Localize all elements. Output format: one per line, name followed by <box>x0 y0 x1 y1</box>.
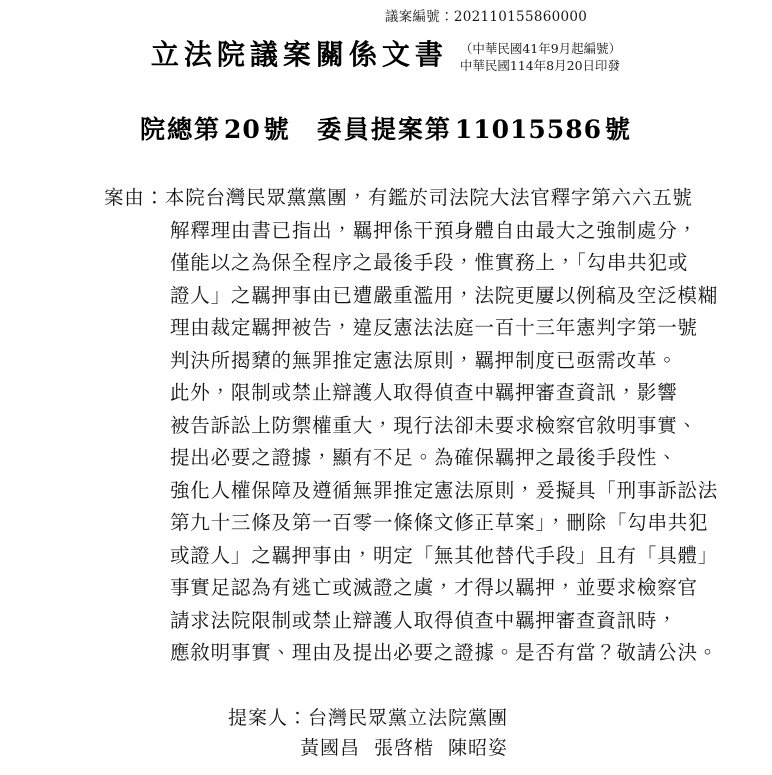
masthead-note-print-date: 中華民國114年8月20日印發 <box>459 57 621 73</box>
reason-line: 理由裁定羈押被告，違反憲法法庭一百十三年憲判字第一號 <box>170 316 698 339</box>
reason-line: 強化人權保障及遵循無罪推定憲法原則，爰擬具「刑事訴訟法 <box>170 478 719 502</box>
reason-line: 事實足認為有逃亡或滅證之虞，才得以羈押，並要求檢察官 <box>170 576 698 599</box>
reason-line: 僅能以之為保全程序之最後手段，惟實務上，「勾串共犯或 <box>170 251 689 274</box>
reason-line: 解釋理由書已指出，羈押係干預身體自由最大之強制處分， <box>170 218 698 242</box>
house-total-unit: 號 <box>263 115 291 144</box>
proposal-number: 11015586 <box>454 115 602 144</box>
house-total-number: 20 <box>224 115 261 144</box>
proposer-name: 黃國昌 <box>300 737 361 759</box>
reason-line: 證人」之羈押事由已遭嚴重濫用，法院更屢以例稿及空泛模糊 <box>170 283 719 307</box>
proposer-names <box>0 733 772 763</box>
proposer-name: 張啓楷 <box>374 737 435 759</box>
masthead-notes <box>460 41 621 75</box>
signature-block <box>0 703 772 763</box>
bill-reference-number: 議案編號：202110155860000 <box>384 9 588 25</box>
masthead <box>0 38 772 75</box>
reason-line: 被告訴訟上防禦權重大，現行法卻未要求檢察官敘明事實、 <box>170 413 698 437</box>
proposer-line: 提案人：台灣民眾黨立法院黨團 <box>228 707 509 729</box>
proposal-label: 委員提案第 <box>316 115 452 144</box>
reason-body <box>104 182 719 670</box>
reason-line: 判決所揭櫫的無罪推定憲法原則，羈押制度已亟需改革。 <box>170 348 678 372</box>
house-total-label: 院總第 <box>139 115 221 144</box>
proposer-name: 陳昭姿 <box>448 737 509 759</box>
reason-line: 提出必要之證據，顯有不足。為確保羈押之最後手段性、 <box>170 446 678 469</box>
bill-reference-number-row <box>0 5 772 25</box>
reason-line: 請求法院限制或禁止辯護人取得偵查中羈押審查資訊時， <box>170 608 678 632</box>
reason-line: 此外，限制或禁止辯護人取得偵查中羈押審查資訊，影響 <box>170 381 678 404</box>
document-title: 立法院議案關係文書 <box>150 38 448 71</box>
reason-line: 案由：本院台灣民眾黨黨團，有鑑於司法院大法官釋字第六六五號 <box>104 186 693 209</box>
bill-identification-line <box>0 110 772 146</box>
proposal-unit: 號 <box>605 115 633 144</box>
reason-line: 或證人」之羈押事由，明定「無其他替代手段」且有「具體」 <box>170 543 719 567</box>
reason-line: 應敘明事實、理由及提出必要之證據。是否有當？敬請公決。 <box>170 641 719 664</box>
masthead-note-numbering: （中華民國41年9月起編號） <box>459 41 622 56</box>
reason-line: 第九十三條及第一百零一條條文修正草案」，刪除「勾串共犯 <box>170 511 709 534</box>
